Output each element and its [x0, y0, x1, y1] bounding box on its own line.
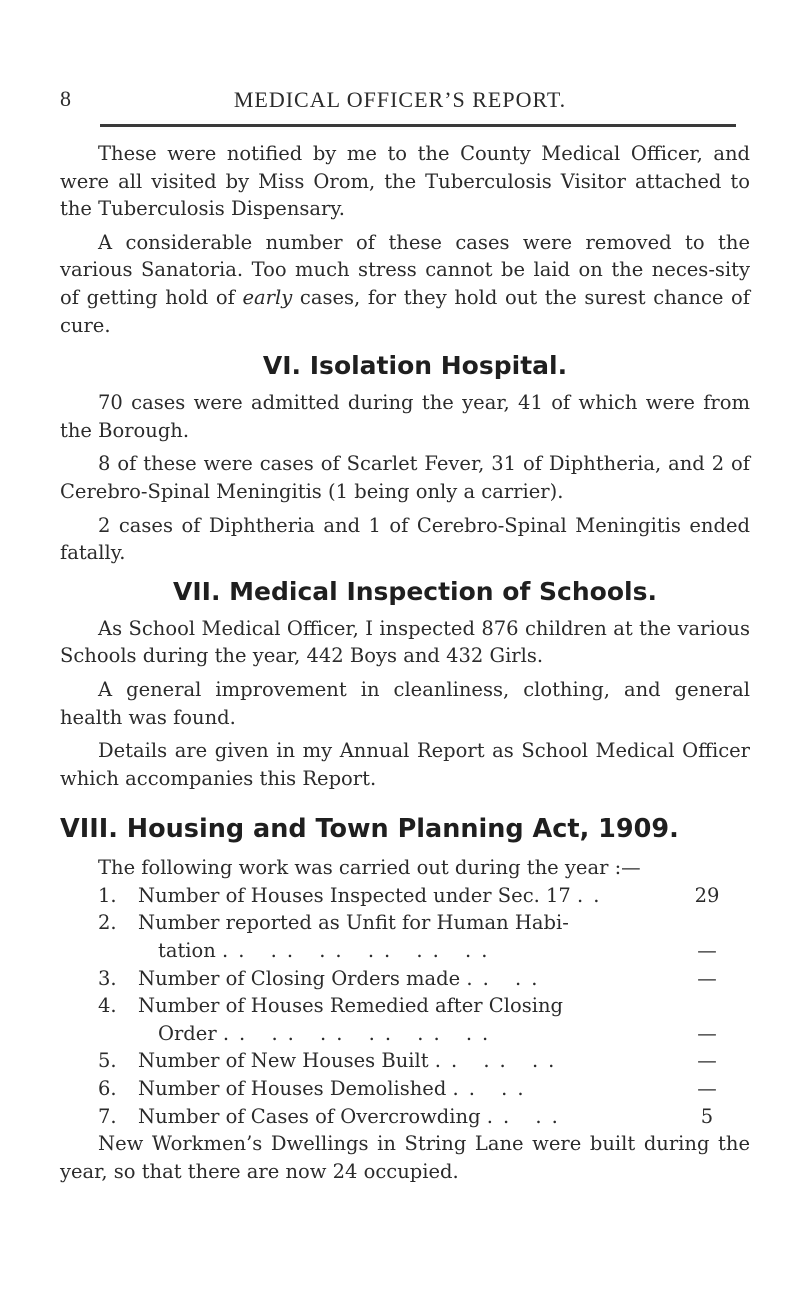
- emphasis-early: early: [242, 285, 293, 309]
- section-heading-medical-inspection: VII. Medical Inspection of Schools.: [173, 576, 657, 606]
- section-heading-housing-act: VIII. Housing and Town Planning Act, 1909.: [60, 814, 679, 845]
- leader-dots: .. .. .. .. .. ..: [222, 939, 498, 963]
- paragraph-sanatoria-text: A considerable number of these cases were removed to the various Sanatoria. Too much stress cannot be laid on the neces-sity of getting hold of: [60, 230, 750, 309]
- item-number: 4.: [98, 994, 117, 1018]
- item-value: —: [697, 1077, 717, 1101]
- list-item: [60, 992, 750, 1047]
- housing-statistics-list: [60, 882, 750, 1130]
- item-label: Number of Cases of Overcrowding: [138, 1104, 481, 1128]
- item-value: —: [697, 966, 717, 990]
- leader-dots: .. ..: [486, 1104, 568, 1128]
- item-number: 3.: [98, 966, 117, 990]
- item-number: 5.: [98, 1049, 117, 1073]
- list-item: [60, 882, 750, 910]
- section-heading-isolation-hospital: VI. Isolation Hospital.: [262, 351, 568, 381]
- report-body: [60, 140, 750, 1185]
- paragraph-fatal-cases: 2 cases of Diphtheria and 1 of Cerebro-Spinal Meningitis ended fatally.: [60, 513, 750, 565]
- leader-dots: .. ..: [466, 966, 548, 990]
- paragraph-children-inspected: As School Medical Officer, I inspected 876 children at the various Schools during the year, 442 Boys and 432 Girls.: [60, 616, 750, 668]
- item-label: Number of Houses Demolished: [138, 1077, 447, 1101]
- list-item: [60, 909, 750, 964]
- item-label: Number of Closing Orders made: [138, 966, 461, 990]
- paragraph-workmens-dwellings: New Workmen’s Dwellings in String Lane were built during the year, so that there are now 24 occupied.: [60, 1132, 750, 1183]
- list-item: [60, 1103, 750, 1131]
- item-label: Number reported as Unfit for Human Habi-: [138, 911, 569, 935]
- paragraph-sanatoria: [60, 229, 750, 339]
- paragraph-annual-report: Details are given in my Annual Report as School Medical Officer which accompanies this Report.: [60, 739, 750, 790]
- leader-dots: .. .. .. .. .. ..: [222, 1021, 499, 1045]
- item-value: —: [697, 1049, 717, 1073]
- list-item: [60, 965, 750, 993]
- paragraph-tuberculosis-notified: These were notified by me to the County Medical Officer, and were all visited by Miss Orom, the Tuberculosis Visitor attached to the Tuberculosis Dispensary.: [60, 142, 750, 221]
- item-label: Number of Houses Remedied after Closing: [138, 994, 563, 1018]
- item-label: Number of Houses Inspected under Sec. 17: [138, 883, 571, 907]
- leader-dots: ..: [577, 883, 610, 907]
- paragraph-improvement: A general improvement in cleanliness, clothing, and general health was found.: [60, 677, 750, 729]
- leader-dots: .. .. ..: [434, 1049, 565, 1073]
- page-header: [60, 86, 740, 112]
- paragraph-admissions: 70 cases were admitted during the year, 41 of which were from the Borough.: [60, 391, 750, 442]
- item-label-continuation: [138, 937, 680, 965]
- item-label-continuation: [138, 1020, 680, 1048]
- item-value: 5: [700, 1104, 714, 1128]
- page-number: 8: [60, 86, 72, 111]
- paragraph-case-breakdown: 8 of these were cases of Scarlet Fever, 31 of Diphtheria, and 2 of Cerebro-Spinal Meningitis (1 being only a carrier).: [60, 452, 750, 503]
- item-number: 2.: [98, 911, 117, 935]
- leader-dots: .. ..: [452, 1077, 534, 1101]
- running-title: MEDICAL OFFICER’S REPORT.: [233, 87, 567, 112]
- item-value: —: [697, 939, 717, 963]
- item-number: 6.: [98, 1077, 117, 1101]
- housing-intro: The following work was carried out during the year :—: [98, 856, 641, 880]
- item-value: —: [697, 1021, 717, 1045]
- paragraph-sanatoria-end: cases, for they hold out the surest chance of cure.: [60, 285, 751, 337]
- item-label-2: Order: [158, 1021, 217, 1045]
- item-label-2: tation: [158, 939, 216, 963]
- item-number: 7.: [98, 1104, 117, 1128]
- list-item: [60, 1075, 750, 1103]
- header-rule: [100, 124, 736, 127]
- item-label: Number of New Houses Built: [138, 1049, 429, 1073]
- item-value: 29: [694, 883, 720, 907]
- list-item: [60, 1047, 750, 1075]
- item-number: 1.: [98, 883, 117, 907]
